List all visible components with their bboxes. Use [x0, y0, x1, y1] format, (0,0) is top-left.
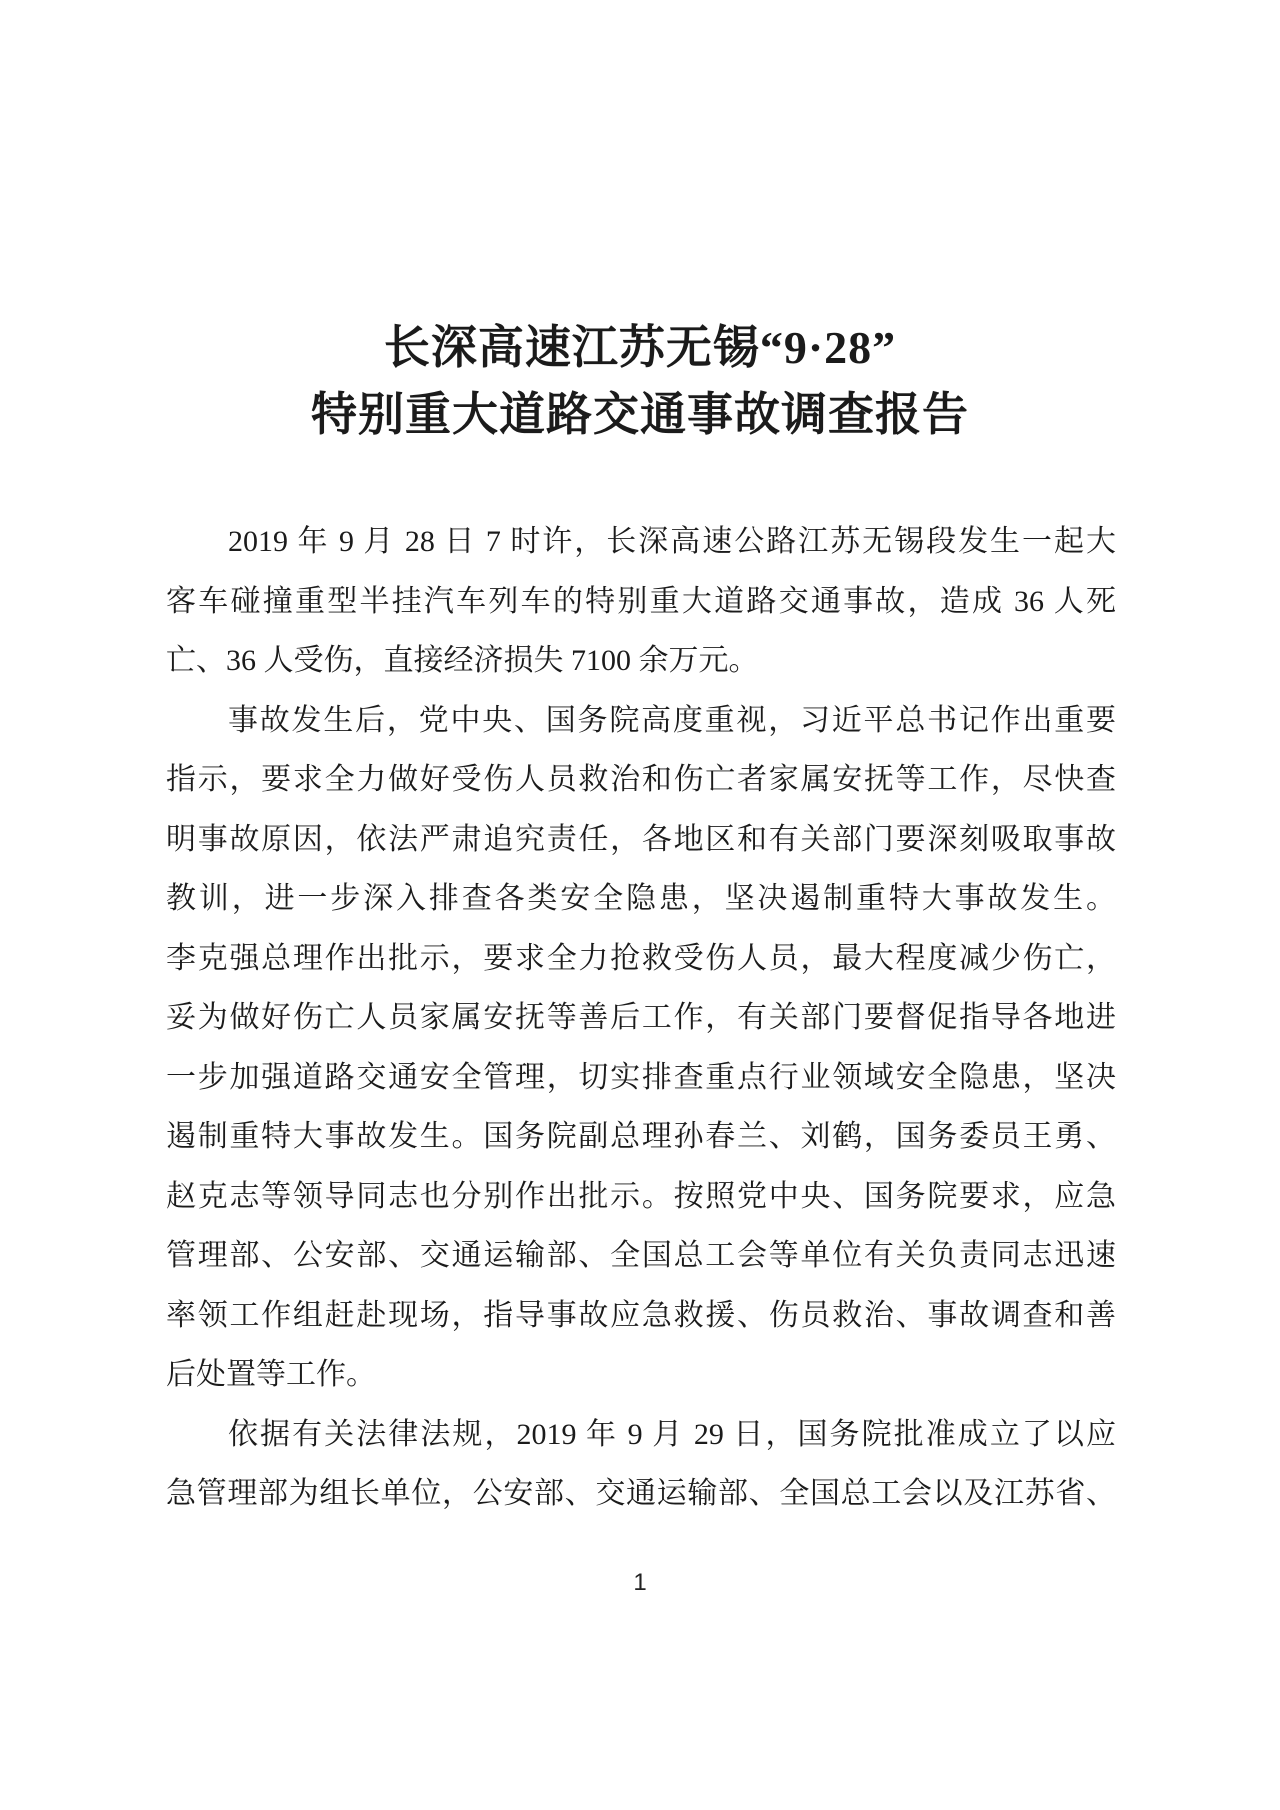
body-text-line: 一步加强道路交通安全管理，切实排查重点行业领域安全隐患，坚决 [166, 1060, 1116, 1094]
report-title [0, 314, 1280, 448]
body-text-line: 妥为做好伤亡人员家属安抚等善后工作，有关部门要督促指导各地进 [166, 1001, 1116, 1034]
report-title-line-2: 特别重大道路交通事故调查报告 [311, 389, 969, 440]
body-text-line: 明事故原因，依法严肃追究责任，各地区和有关部门要深刻吸取事故 [166, 822, 1116, 856]
body-text-line: 事故发生后，党中央、国务院高度重视，习近平总书记作出重要 [228, 703, 1116, 737]
report-title-line-1: 长深高速江苏无锡“9·28” [383, 322, 897, 373]
body-text-line: 2019 年 9 月 28 日 7 时许，长深高速公路江苏无锡段发生一起大 [228, 525, 1116, 558]
body-text-line: 赵克志等领导同志也分别作出批示。按照党中央、国务院要求，应急 [166, 1179, 1116, 1213]
body-text-line: 依据有关法律法规，2019 年 9 月 29 日，国务院批准成立了以应 [228, 1417, 1116, 1451]
body-text-line: 管理部、公安部、交通运输部、全国总工会等单位有关负责同志迅速 [166, 1239, 1116, 1272]
report-body [166, 512, 1116, 1524]
body-text-line: 教训，进一步深入排查各类安全隐患，坚决遏制重特大事故发生。 [166, 882, 1116, 915]
body-text-line: 亡、36 人受伤，直接经济损失 7100 余万元。 [166, 644, 759, 677]
page-number: 1 [633, 1569, 647, 1596]
body-text-line: 急管理部为组长单位，公安部、交通运输部、全国总工会以及江苏省、 [166, 1477, 1116, 1510]
body-text-line: 指示，要求全力做好受伤人员救治和伤亡者家属安抚等工作，尽快查 [166, 763, 1116, 796]
body-text-line: 后处置等工作。 [166, 1358, 376, 1391]
body-text-line: 李克强总理作出批示，要求全力抢救受伤人员，最大程度减少伤亡， [166, 941, 1116, 975]
body-text-line: 遏制重特大事故发生。国务院副总理孙春兰、刘鹤，国务委员王勇、 [166, 1120, 1116, 1153]
body-text-line: 客车碰撞重型半挂汽车列车的特别重大道路交通事故，造成 36 人死 [166, 584, 1116, 618]
body-text-line: 率领工作组赶赴现场，指导事故应急救援、伤员救治、事故调查和善 [166, 1298, 1116, 1332]
